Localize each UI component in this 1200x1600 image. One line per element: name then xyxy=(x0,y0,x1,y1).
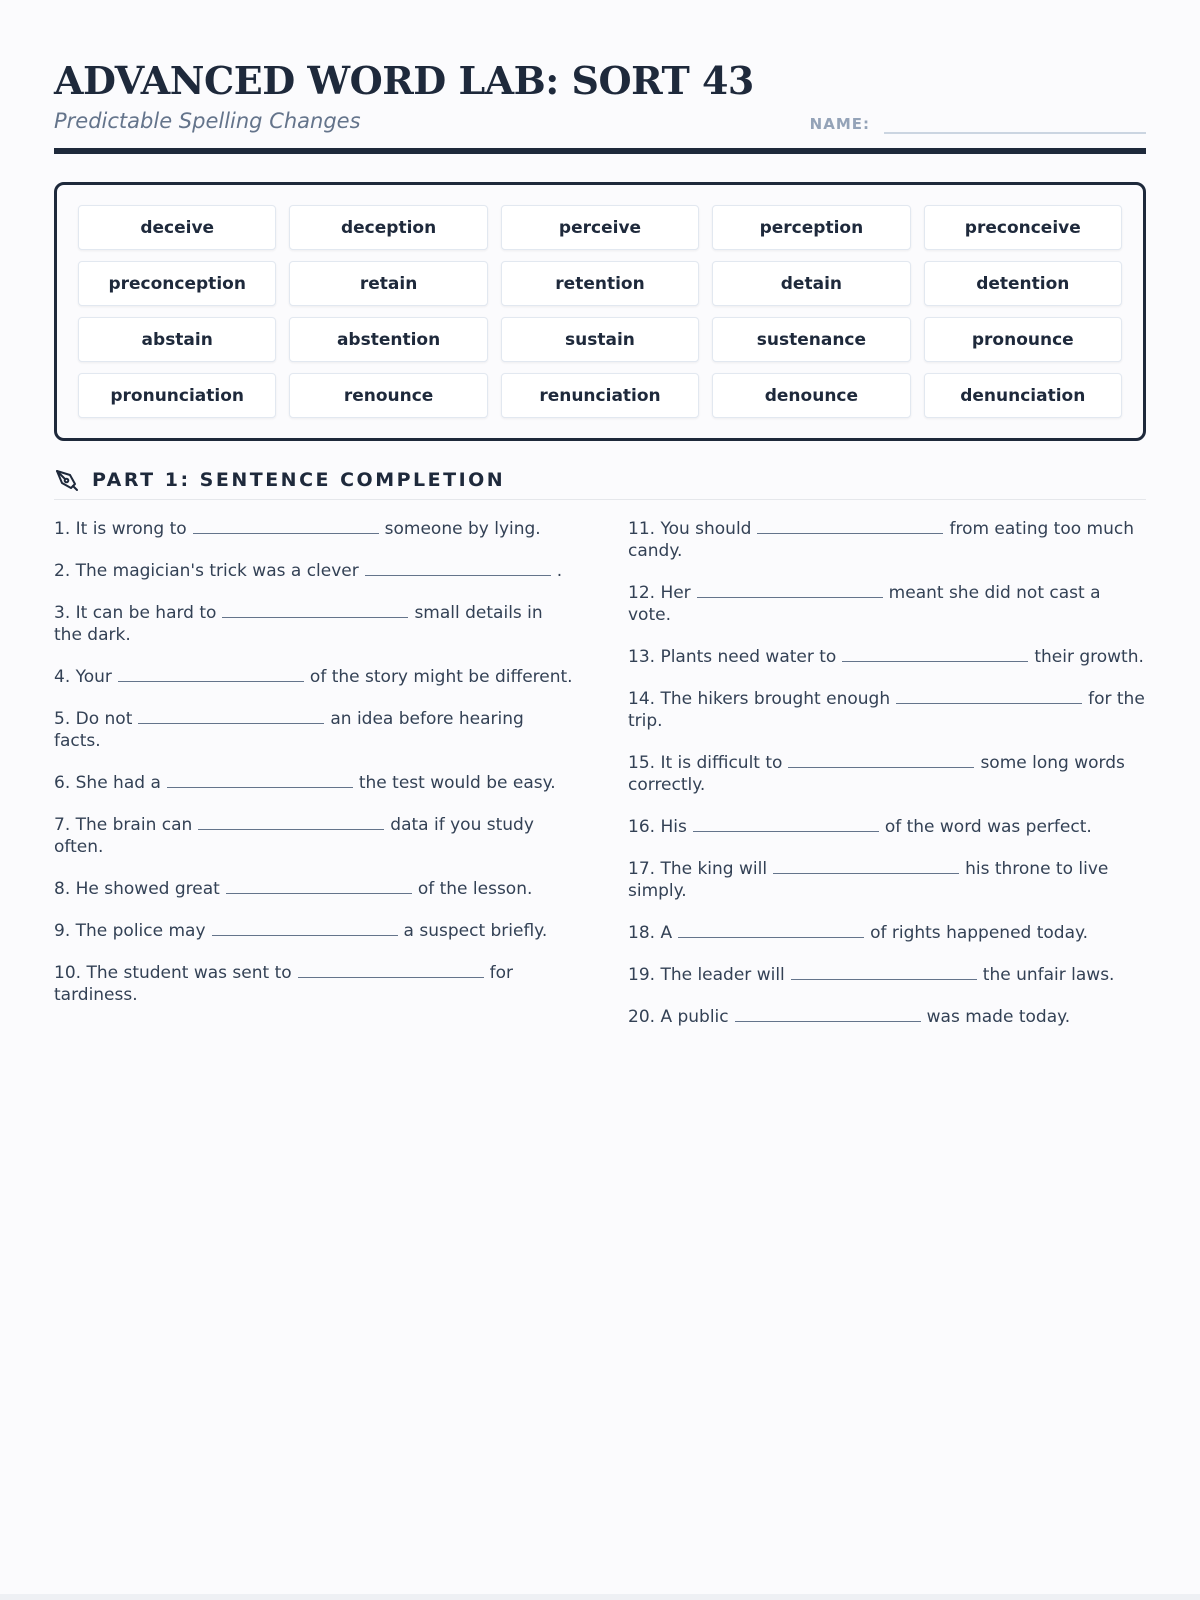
question-column-right xyxy=(628,518,1148,1048)
question-text-before: 12. Her xyxy=(628,583,691,603)
word-card: renounce xyxy=(289,373,487,418)
word-card: denounce xyxy=(712,373,910,418)
question-text-after: for the trip. xyxy=(628,689,1145,731)
question-text-before: 7. The brain can xyxy=(54,815,193,835)
header-row xyxy=(54,108,1146,154)
word-bank xyxy=(54,182,1146,441)
question-item xyxy=(54,602,574,646)
question-text-before: 13. Plants need water to xyxy=(628,647,837,667)
answer-blank[interactable] xyxy=(842,647,1028,662)
question-column-left xyxy=(54,518,574,1048)
answer-blank[interactable] xyxy=(138,709,324,724)
pen-nib-icon xyxy=(54,467,80,493)
section-header xyxy=(54,467,1146,500)
question-list xyxy=(54,518,1146,1048)
word-card: sustenance xyxy=(712,317,910,362)
word-card: deceive xyxy=(78,205,276,250)
question-text-after: data if you study often. xyxy=(54,815,534,857)
question-text-after: of the lesson. xyxy=(417,879,533,899)
answer-blank[interactable] xyxy=(735,1007,921,1022)
question-item xyxy=(54,560,574,582)
word-card: perception xyxy=(712,205,910,250)
question-item xyxy=(628,922,1148,944)
question-item xyxy=(628,964,1148,986)
question-text-after: of rights happened today. xyxy=(870,923,1089,943)
word-card: pronounce xyxy=(924,317,1122,362)
word-grid xyxy=(78,205,1122,418)
word-card: preconception xyxy=(78,261,276,306)
answer-blank[interactable] xyxy=(773,859,959,874)
page-footer-band xyxy=(0,1594,1200,1600)
question-item xyxy=(628,646,1148,668)
question-text-before: 8. He showed great xyxy=(54,879,220,899)
question-text-before: 19. The leader will xyxy=(628,965,785,985)
question-text-after: for tardiness. xyxy=(54,963,514,1005)
answer-blank[interactable] xyxy=(678,923,864,938)
word-card: retain xyxy=(289,261,487,306)
question-text-after: someone by lying. xyxy=(384,519,541,539)
page-subtitle: Predictable Spelling Changes xyxy=(54,109,361,133)
question-item xyxy=(54,518,574,540)
question-item xyxy=(54,962,574,1006)
answer-blank[interactable] xyxy=(193,519,379,534)
question-text-after: . xyxy=(556,561,563,581)
word-card: pronunciation xyxy=(78,373,276,418)
question-text-before: 15. It is difficult to xyxy=(628,753,783,773)
word-card: renunciation xyxy=(501,373,699,418)
answer-blank[interactable] xyxy=(365,561,551,576)
question-text-before: 18. A xyxy=(628,923,673,943)
name-label: NAME: xyxy=(809,115,870,133)
question-item xyxy=(628,688,1148,732)
answer-blank[interactable] xyxy=(212,921,398,936)
section-title: PART 1: SENTENCE COMPLETION xyxy=(92,469,506,491)
answer-blank[interactable] xyxy=(896,689,1082,704)
question-text-before: 1. It is wrong to xyxy=(54,519,187,539)
answer-blank[interactable] xyxy=(757,519,943,534)
answer-blank[interactable] xyxy=(298,963,484,978)
word-card: deception xyxy=(289,205,487,250)
word-card: denunciation xyxy=(924,373,1122,418)
question-text-after: meant she did not cast a vote. xyxy=(628,583,1101,625)
question-text-after: their growth. xyxy=(1034,647,1144,667)
answer-blank[interactable] xyxy=(693,817,879,832)
word-card: retention xyxy=(501,261,699,306)
question-text-after: small details in the dark. xyxy=(54,603,543,645)
question-item xyxy=(628,858,1148,902)
question-text-after: of the word was perfect. xyxy=(884,817,1092,837)
question-text-after: an idea before hearing facts. xyxy=(54,709,524,751)
word-card: detention xyxy=(924,261,1122,306)
word-card: sustain xyxy=(501,317,699,362)
question-item xyxy=(628,752,1148,796)
answer-blank[interactable] xyxy=(167,773,353,788)
question-item xyxy=(628,816,1148,838)
question-item xyxy=(628,1006,1148,1028)
question-text-before: 14. The hikers brought enough xyxy=(628,689,891,709)
question-text-after: of the story might be different. xyxy=(309,667,573,687)
question-item xyxy=(628,518,1148,562)
name-blank[interactable] xyxy=(884,112,1146,134)
answer-blank[interactable] xyxy=(226,879,412,894)
question-item xyxy=(54,814,574,858)
question-text-before: 4. Your xyxy=(54,667,112,687)
word-card: detain xyxy=(712,261,910,306)
question-item xyxy=(54,708,574,752)
answer-blank[interactable] xyxy=(791,965,977,980)
page-title: ADVANCED WORD LAB: SORT 43 xyxy=(54,58,754,103)
word-card: abstention xyxy=(289,317,487,362)
question-text-after: his throne to live simply. xyxy=(628,859,1109,901)
word-card: perceive xyxy=(501,205,699,250)
question-text-after: from eating too much candy. xyxy=(628,519,1134,561)
question-text-before: 2. The magician's trick was a clever xyxy=(54,561,359,581)
question-text-before: 16. His xyxy=(628,817,687,837)
word-card: abstain xyxy=(78,317,276,362)
name-field xyxy=(810,112,1146,134)
question-text-after: a suspect briefly. xyxy=(403,921,548,941)
question-text-before: 10. The student was sent to xyxy=(54,963,292,983)
question-text-before: 9. The police may xyxy=(54,921,206,941)
question-text-after: the unfair laws. xyxy=(982,965,1115,985)
question-item xyxy=(54,878,574,900)
question-item xyxy=(54,772,574,794)
answer-blank[interactable] xyxy=(697,583,883,598)
answer-blank[interactable] xyxy=(222,603,408,618)
question-text-before: 3. It can be hard to xyxy=(54,603,217,623)
answer-blank[interactable] xyxy=(198,815,384,830)
question-text-before: 6. She had a xyxy=(54,773,161,793)
answer-blank[interactable] xyxy=(118,667,304,682)
question-text-after: the test would be easy. xyxy=(358,773,556,793)
question-item xyxy=(54,920,574,942)
question-text-before: 17. The king will xyxy=(628,859,768,879)
question-text-before: 20. A public xyxy=(628,1007,729,1027)
question-item xyxy=(54,666,574,688)
question-text-after: was made today. xyxy=(926,1007,1071,1027)
question-text-after: some long words correctly. xyxy=(628,753,1125,795)
answer-blank[interactable] xyxy=(788,753,974,768)
question-text-before: 5. Do not xyxy=(54,709,133,729)
question-text-before: 11. You should xyxy=(628,519,752,539)
question-item xyxy=(628,582,1148,626)
word-card: preconceive xyxy=(924,205,1122,250)
